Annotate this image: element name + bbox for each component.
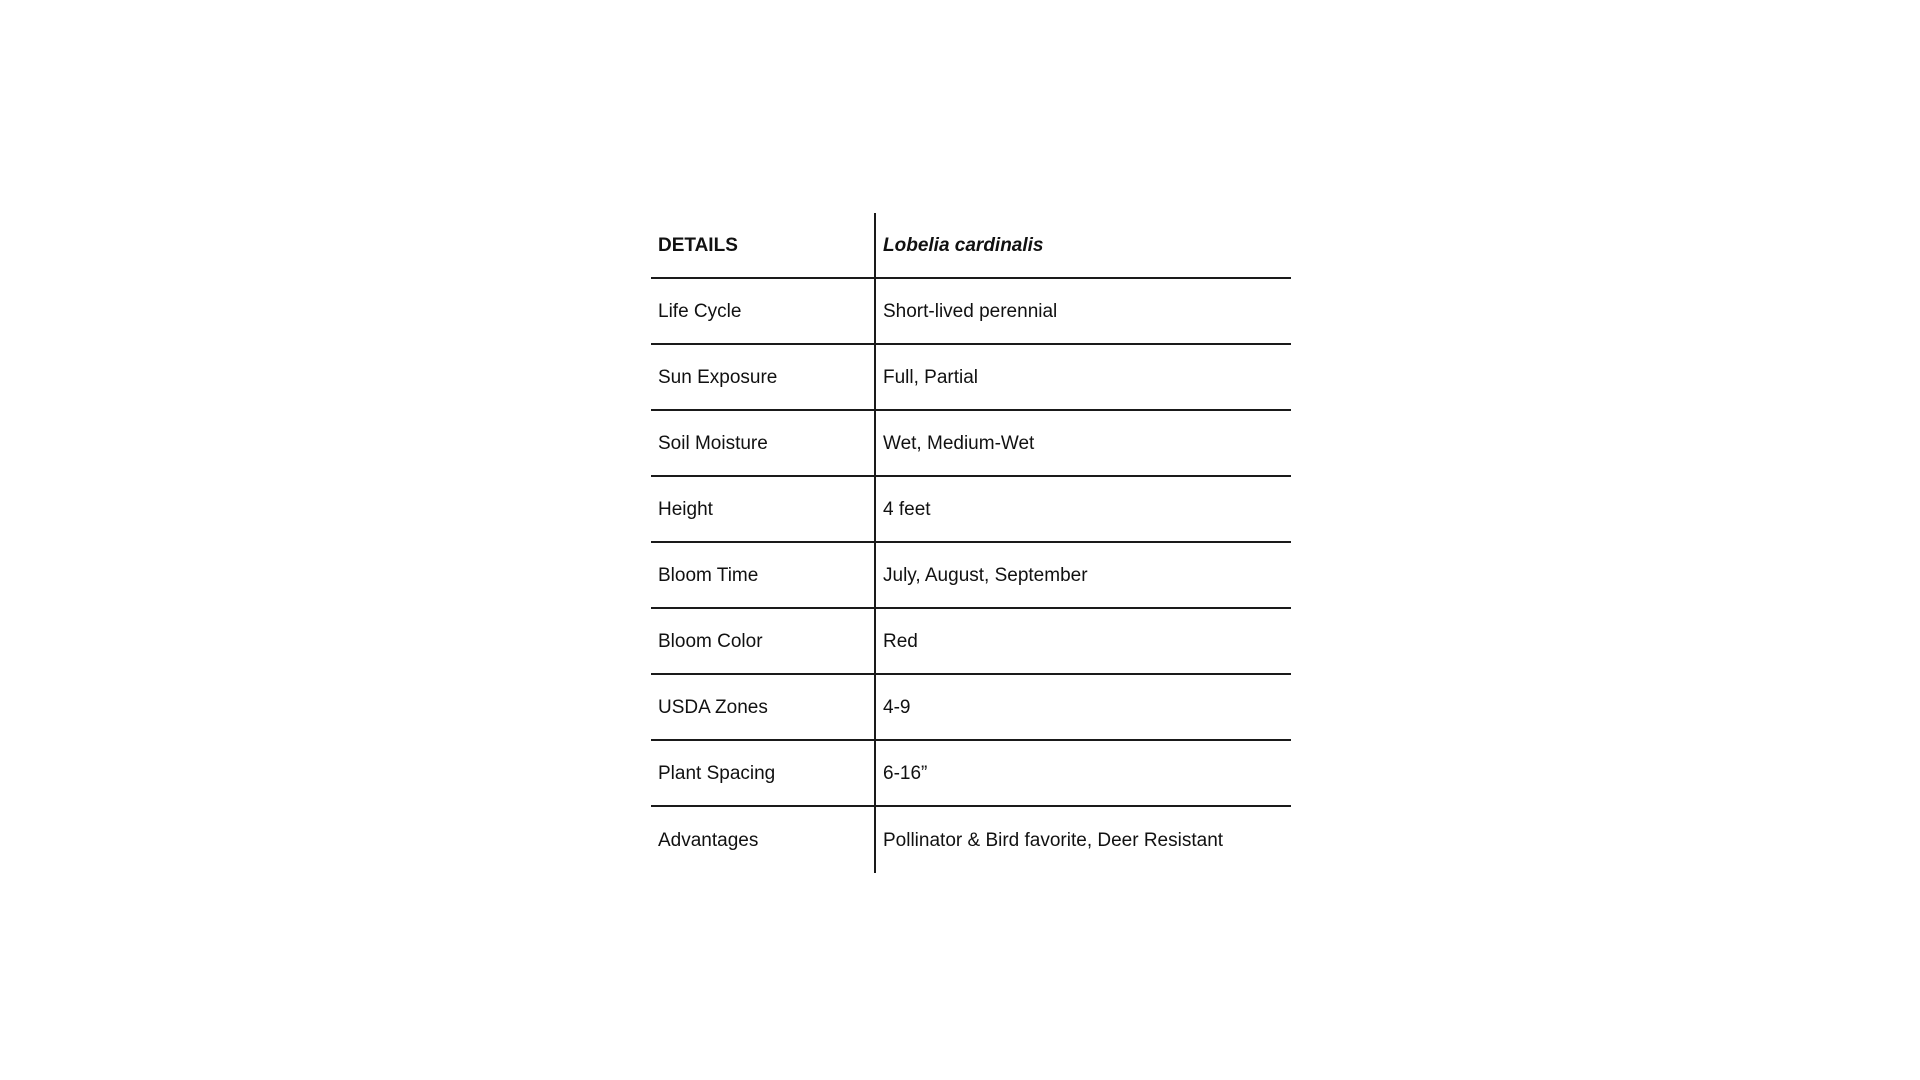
header-species-name: Lobelia cardinalis <box>883 234 1044 256</box>
row-value: 4 feet <box>883 498 931 520</box>
table-row <box>651 345 1291 411</box>
table-row <box>651 741 1291 807</box>
table-row <box>651 411 1291 477</box>
row-label: Height <box>651 477 876 541</box>
row-value: July, August, September <box>883 564 1088 586</box>
row-label: Plant Spacing <box>651 741 876 805</box>
row-value: Wet, Medium-Wet <box>883 432 1035 454</box>
row-value: Short-lived perennial <box>883 300 1058 322</box>
row-label: Bloom Time <box>651 543 876 607</box>
row-label: USDA Zones <box>651 675 876 739</box>
table-row <box>651 279 1291 345</box>
row-value: Full, Partial <box>883 366 979 388</box>
row-label: Soil Moisture <box>651 411 876 475</box>
row-label: Advantages <box>651 807 876 873</box>
header-details-label: DETAILS <box>651 213 876 277</box>
table-row <box>651 807 1291 873</box>
table-row <box>651 543 1291 609</box>
plant-details-table <box>651 213 1291 873</box>
row-value: Pollinator & Bird favorite, Deer Resistant <box>883 829 1224 851</box>
row-label: Bloom Color <box>651 609 876 673</box>
table-row <box>651 477 1291 543</box>
row-label: Sun Exposure <box>651 345 876 409</box>
table-header-row <box>651 213 1291 279</box>
row-value: 4-9 <box>883 696 911 718</box>
table-row <box>651 609 1291 675</box>
row-value: 6-16” <box>883 762 928 784</box>
table-row <box>651 675 1291 741</box>
row-value: Red <box>883 630 918 652</box>
row-label: Life Cycle <box>651 279 876 343</box>
